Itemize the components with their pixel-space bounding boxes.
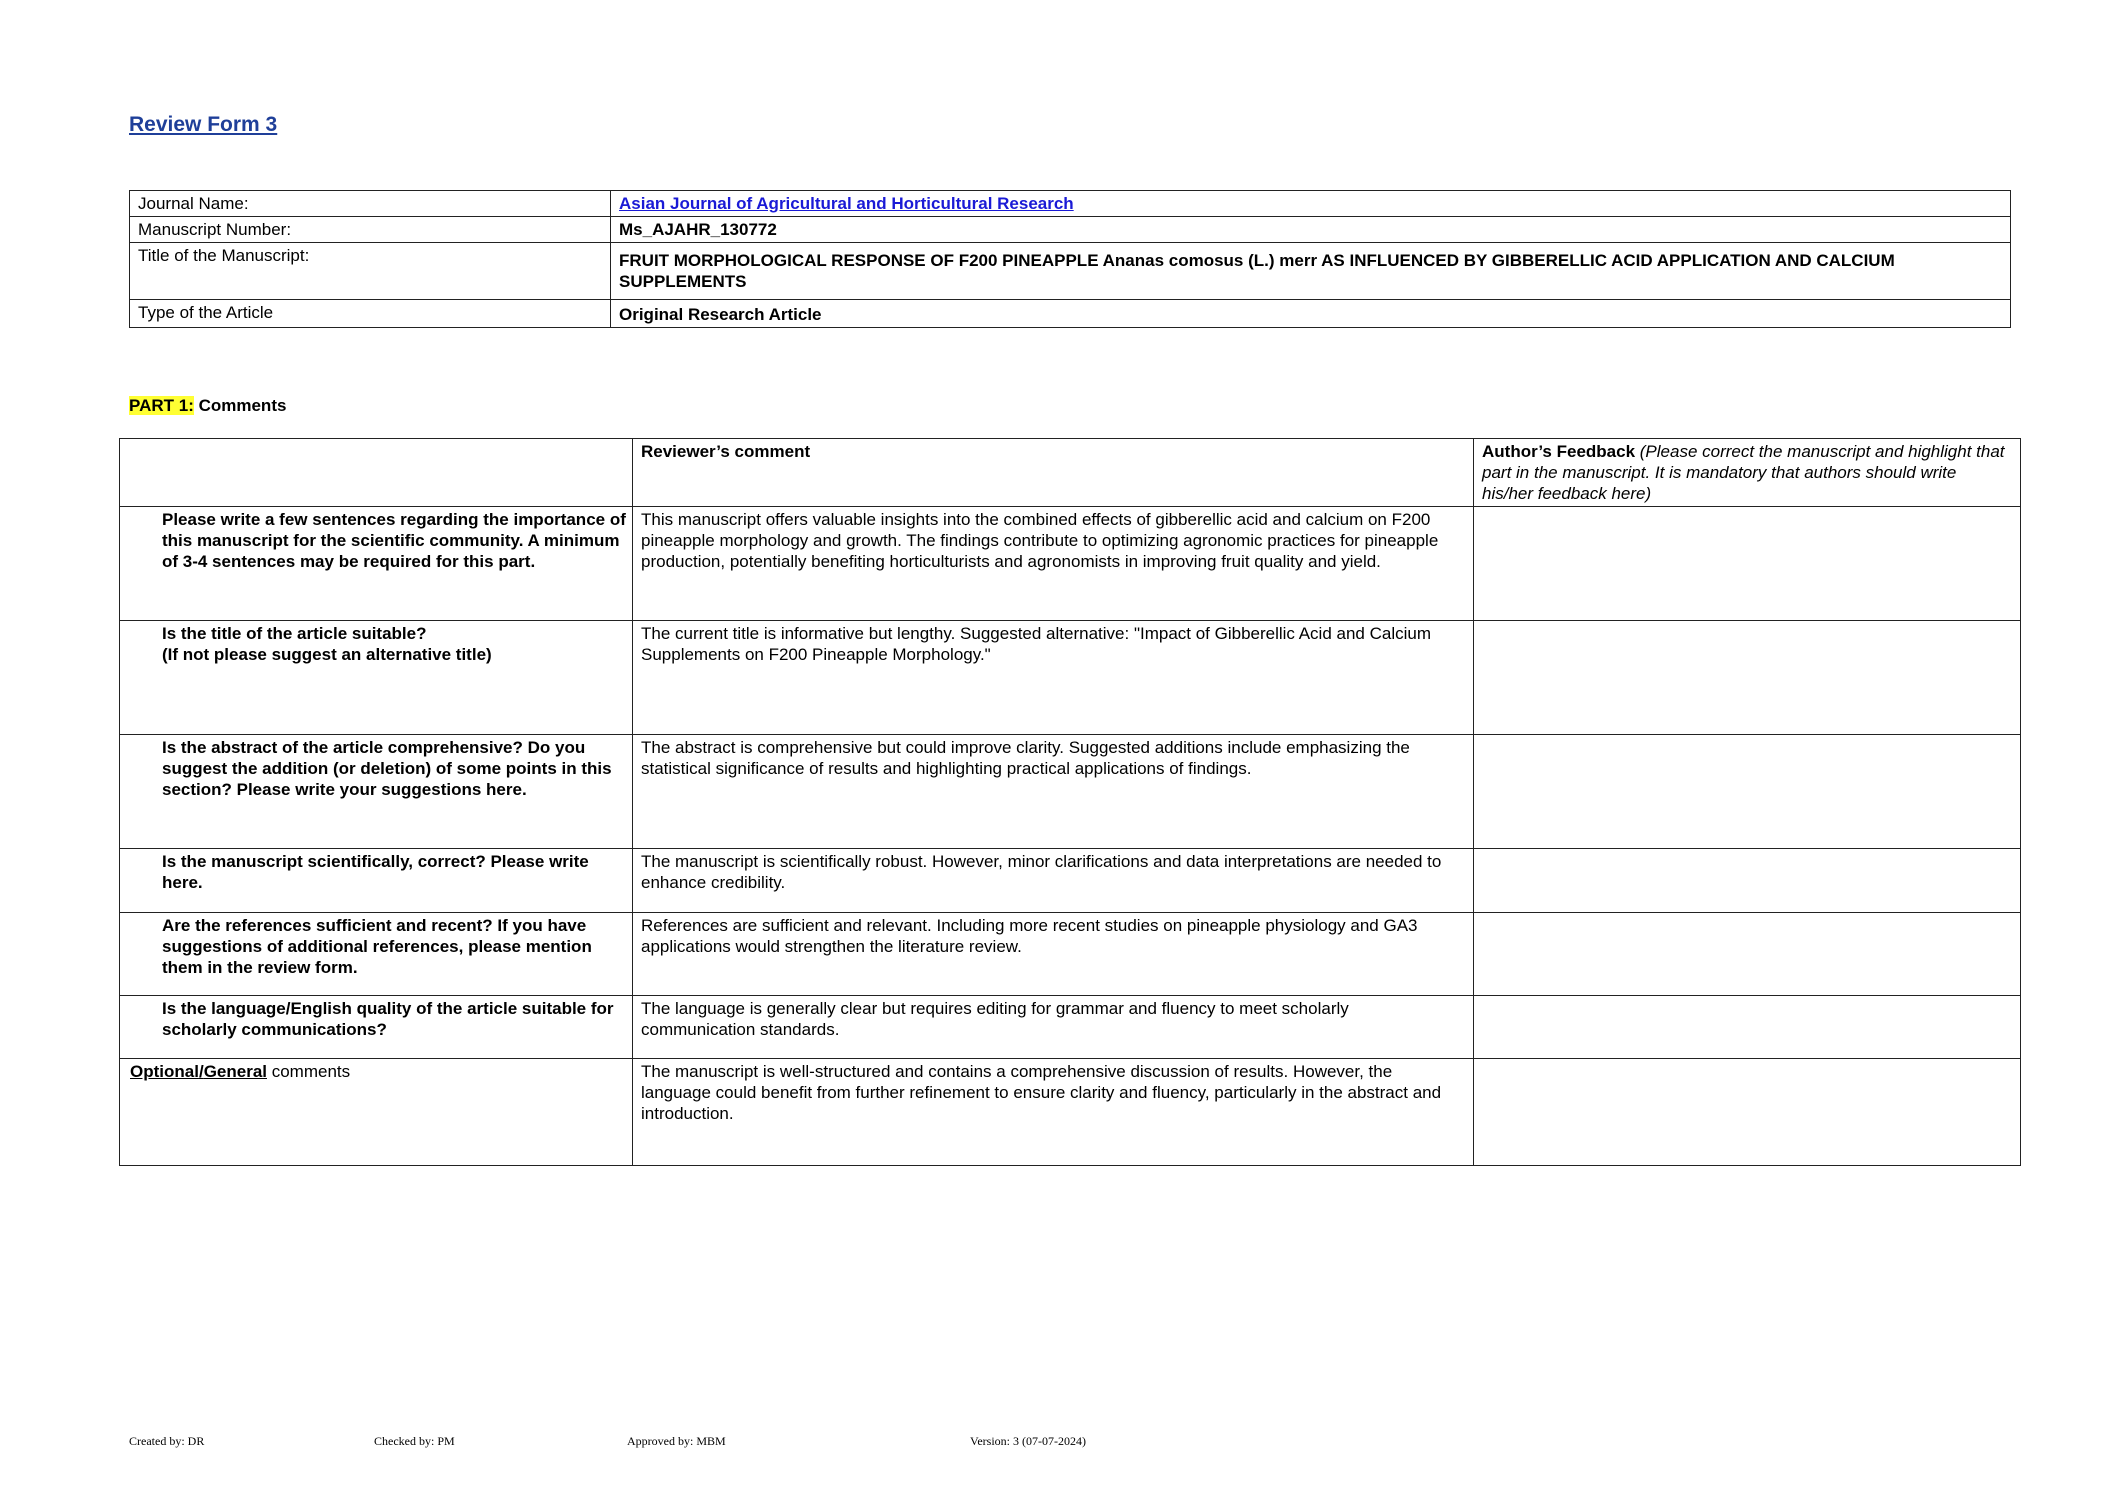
manuscript-title-value: FRUIT MORPHOLOGICAL RESPONSE OF F200 PINEAPPLE Ananas comosus (L.) merr AS INFLUENCED BY GIBBERELLIC ACID APPLICATION AND CALCIUM SUPPLEMENTS xyxy=(611,243,2011,300)
question-cell: Please write a few sentences regarding the importance of this manuscript for the scientific community. A minimum of 3-4 sentences may be required for this part. xyxy=(120,507,633,621)
author-feedback-cell[interactable] xyxy=(1474,621,2021,735)
question-cell: Is the language/English quality of the article suitable for scholarly communications? xyxy=(120,996,633,1059)
question-cell: Are the references sufficient and recent? If you have suggestions of additional references, please mention them in the review form. xyxy=(120,913,633,996)
reviewer-comment-header: Reviewer’s comment xyxy=(633,439,1474,507)
optional-feedback-cell[interactable] xyxy=(1474,1059,2021,1166)
manuscript-title-label: Title of the Manuscript: xyxy=(130,243,611,300)
optional-comment-cell: The manuscript is well-structured and contains a comprehensive discussion of results. However, the language could benefit from further refinement to ensure clarity and fluency, particularly in the abstract and introduction. xyxy=(633,1059,1474,1166)
manuscript-info-table xyxy=(129,190,2011,328)
comments-header-row xyxy=(120,439,2021,507)
optional-general-label xyxy=(120,1059,633,1166)
question-cell: Is the manuscript scientifically, correct? Please write here. xyxy=(120,849,633,913)
reviewer-comment-cell: The abstract is comprehensive but could improve clarity. Suggested additions include emphasizing the statistical significance of results and highlighting practical applications of findings. xyxy=(633,735,1474,849)
journal-row xyxy=(130,191,2011,217)
journal-label: Journal Name: xyxy=(130,191,611,217)
reviewer-comment-cell: The language is generally clear but requires editing for grammar and fluency to meet scholarly communication standards. xyxy=(633,996,1474,1059)
table-row xyxy=(120,996,2021,1059)
optional-comments-row xyxy=(120,1059,2021,1166)
author-feedback-header xyxy=(1474,439,2021,507)
question-cell: Is the abstract of the article comprehensive? Do you suggest the addition (or deletion) of some points in this section? Please write your suggestions here. xyxy=(120,735,633,849)
manuscript-number-label: Manuscript Number: xyxy=(130,217,611,243)
slash: / xyxy=(198,1062,204,1081)
reviewer-comment-cell: The manuscript is scientifically robust. However, minor clarifications and data interpretations are needed to enhance credibility. xyxy=(633,849,1474,913)
question-line: Is the title of the article suitable? xyxy=(162,624,427,643)
article-type-label: Type of the Article xyxy=(130,300,611,328)
header-empty-cell xyxy=(120,439,633,507)
reviewer-comment-cell: This manuscript offers valuable insights into the combined effects of gibberellic acid and calcium on F200 pineapple morphology and growth. The findings contribute to optimizing agronomic practices for pineapple production, potentially benefiting horticulturists and agronomists in improving fruit quality and yield. xyxy=(633,507,1474,621)
form-title: Review Form 3 xyxy=(129,113,278,136)
author-feedback-cell[interactable] xyxy=(1474,735,2021,849)
table-row xyxy=(120,507,2021,621)
table-row xyxy=(120,735,2021,849)
manuscript-number-row xyxy=(130,217,2011,243)
footer-approved: Approved by: MBM xyxy=(627,1434,726,1448)
article-type-row xyxy=(130,300,2011,328)
general-word: General xyxy=(203,1062,267,1081)
part1-suffix: Comments xyxy=(193,396,287,415)
footer-checked: Checked by: PM xyxy=(374,1434,455,1448)
reviewer-comment-cell: References are sufficient and relevant. Including more recent studies on pineapple physiology and GA3 applications would strengthen the literature review. xyxy=(633,913,1474,996)
reviewer-comment-cell: The current title is informative but lengthy. Suggested alternative: "Impact of Gibberellic Acid and Calcium Supplements on F200 Pineapple Morphology." xyxy=(633,621,1474,735)
author-feedback-cell[interactable] xyxy=(1474,849,2021,913)
article-type-value: Original Research Article xyxy=(611,300,2011,328)
part1-heading xyxy=(129,396,286,416)
manuscript-number-value: Ms_AJAHR_130772 xyxy=(611,217,2011,243)
journal-value-cell xyxy=(611,191,2011,217)
manuscript-title-row xyxy=(130,243,2011,300)
author-feedback-cell[interactable] xyxy=(1474,996,2021,1059)
footer-created: Created by: DR xyxy=(129,1434,205,1448)
table-row xyxy=(120,849,2021,913)
question-cell xyxy=(120,621,633,735)
journal-link[interactable]: Asian Journal of Agricultural and Horticultural Research xyxy=(619,194,1074,213)
table-row xyxy=(120,913,2021,996)
author-feedback-cell[interactable] xyxy=(1474,507,2021,621)
optional-word: Optional xyxy=(130,1062,199,1081)
question-line: (If not please suggest an alternative title) xyxy=(162,645,492,664)
author-feedback-title: Author’s Feedback xyxy=(1482,442,1636,461)
comments-table xyxy=(119,438,2021,1166)
author-feedback-instructions: (Please correct the manuscript and highlight that part in the manuscript. It is mandatory that authors should write his/her feedback here) xyxy=(1482,442,2005,503)
part1-label: PART 1: xyxy=(129,396,194,415)
table-row xyxy=(120,621,2021,735)
footer-version: Version: 3 (07-07-2024) xyxy=(970,1434,1086,1448)
author-feedback-cell[interactable] xyxy=(1474,913,2021,996)
comments-word: comments xyxy=(267,1062,351,1081)
